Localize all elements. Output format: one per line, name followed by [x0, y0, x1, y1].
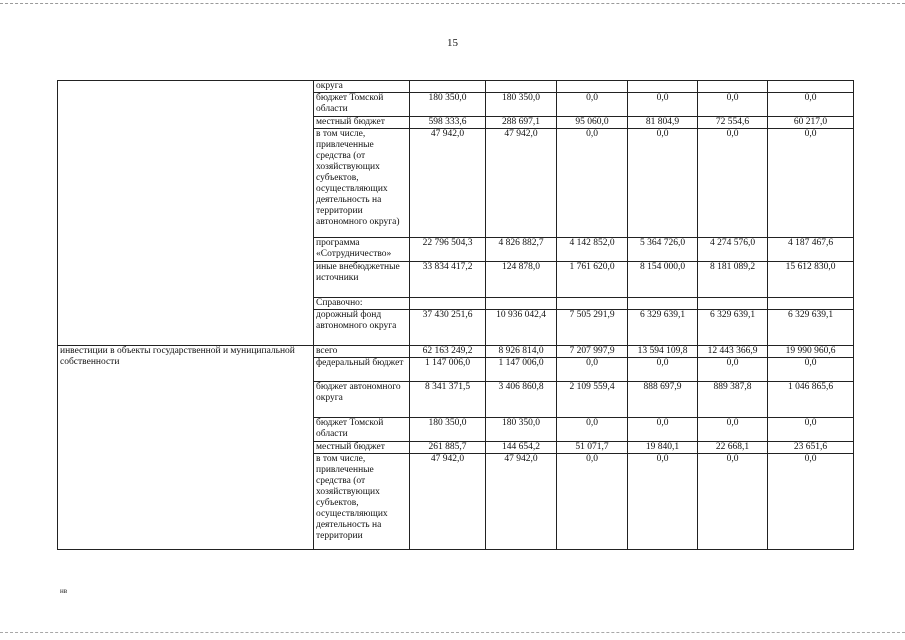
value-cell: 889 387,8 — [698, 382, 768, 418]
value-cell: 6 329 639,1 — [768, 310, 854, 346]
funding-source-cell: дорожный фонд автономного округа — [314, 310, 410, 346]
value-cell — [698, 81, 768, 93]
scan-edge-bottom — [0, 632, 905, 633]
value-cell: 3 406 860,8 — [486, 382, 557, 418]
value-cell: 0,0 — [557, 418, 628, 442]
value-cell: 60 217,0 — [768, 117, 854, 129]
value-cell — [628, 81, 698, 93]
value-cell: 0,0 — [698, 418, 768, 442]
value-cell: 4 274 576,0 — [698, 238, 768, 262]
value-cell: 0,0 — [557, 454, 628, 550]
funding-source-cell: местный бюджет — [314, 117, 410, 129]
value-cell: 0,0 — [557, 358, 628, 382]
value-cell: 0,0 — [768, 129, 854, 238]
value-cell: 0,0 — [768, 454, 854, 550]
funding-source-cell: округа — [314, 81, 410, 93]
value-cell: 47 942,0 — [486, 129, 557, 238]
value-cell: 1 761 620,0 — [557, 262, 628, 298]
value-cell — [628, 298, 698, 310]
value-cell: 0,0 — [698, 93, 768, 117]
value-cell: 180 350,0 — [410, 93, 486, 117]
value-cell: 2 109 559,4 — [557, 382, 628, 418]
funding-source-cell: бюджет Томской области — [314, 93, 410, 117]
funding-source-cell: федеральный бюджет — [314, 358, 410, 382]
budget-table-wrapper — [57, 80, 854, 550]
value-cell: 6 329 639,1 — [628, 310, 698, 346]
scan-edge-top — [0, 3, 905, 4]
value-cell: 0,0 — [557, 129, 628, 238]
value-cell: 33 834 417,2 — [410, 262, 486, 298]
funding-source-cell: в том числе, привлеченные средства (от хозяйствующих субъектов, осуществляющих деятельность на территории — [314, 454, 410, 550]
funding-source-cell: Справочно: — [314, 298, 410, 310]
value-cell — [768, 81, 854, 93]
value-cell: 0,0 — [768, 93, 854, 117]
page-number: 15 — [447, 37, 458, 49]
value-cell: 0,0 — [628, 454, 698, 550]
value-cell: 4 187 467,6 — [768, 238, 854, 262]
value-cell: 888 697,9 — [628, 382, 698, 418]
funding-source-cell: всего — [314, 346, 410, 358]
table-row — [58, 346, 854, 358]
value-cell: 180 350,0 — [410, 418, 486, 442]
value-cell: 0,0 — [628, 129, 698, 238]
value-cell: 4 142 852,0 — [557, 238, 628, 262]
budget-table — [57, 80, 854, 550]
value-cell: 22 796 504,3 — [410, 238, 486, 262]
value-cell: 0,0 — [628, 418, 698, 442]
value-cell: 19 840,1 — [628, 442, 698, 454]
value-cell: 47 942,0 — [410, 454, 486, 550]
value-cell: 4 826 882,7 — [486, 238, 557, 262]
value-cell: 47 942,0 — [410, 129, 486, 238]
value-cell — [486, 298, 557, 310]
value-cell — [410, 81, 486, 93]
value-cell — [698, 298, 768, 310]
value-cell: 15 612 830,0 — [768, 262, 854, 298]
value-cell: 144 654,2 — [486, 442, 557, 454]
value-cell: 180 350,0 — [486, 93, 557, 117]
value-cell: 81 804,9 — [628, 117, 698, 129]
value-cell: 0,0 — [698, 129, 768, 238]
value-cell — [768, 298, 854, 310]
funding-source-cell: в том числе, привлеченные средства (от хозяйствующих субъектов, осуществляющих деятельность на территории автономного округа) — [314, 129, 410, 238]
value-cell: 261 885,7 — [410, 442, 486, 454]
value-cell: 0,0 — [698, 454, 768, 550]
value-cell: 7 207 997,9 — [557, 346, 628, 358]
value-cell — [557, 298, 628, 310]
value-cell: 62 163 249,2 — [410, 346, 486, 358]
value-cell — [557, 81, 628, 93]
direction-cell — [58, 81, 314, 346]
value-cell: 95 060,0 — [557, 117, 628, 129]
funding-source-cell: бюджет автономного округа — [314, 382, 410, 418]
value-cell: 23 651,6 — [768, 442, 854, 454]
value-cell: 8 181 089,2 — [698, 262, 768, 298]
value-cell: 6 329 639,1 — [698, 310, 768, 346]
value-cell: 1 147 006,0 — [410, 358, 486, 382]
direction-cell: инвестиции в объекты государственной и муниципальной собственности — [58, 346, 314, 550]
value-cell — [486, 81, 557, 93]
footer-mark: нв — [60, 587, 68, 595]
value-cell: 0,0 — [557, 93, 628, 117]
value-cell: 8 154 000,0 — [628, 262, 698, 298]
value-cell: 0,0 — [628, 93, 698, 117]
funding-source-cell: программа «Сотрудничество» — [314, 238, 410, 262]
value-cell: 0,0 — [628, 358, 698, 382]
value-cell: 0,0 — [768, 358, 854, 382]
value-cell: 288 697,1 — [486, 117, 557, 129]
value-cell: 12 443 366,9 — [698, 346, 768, 358]
value-cell: 124 878,0 — [486, 262, 557, 298]
value-cell: 1 046 865,6 — [768, 382, 854, 418]
value-cell: 8 926 814,0 — [486, 346, 557, 358]
value-cell: 51 071,7 — [557, 442, 628, 454]
value-cell: 7 505 291,9 — [557, 310, 628, 346]
value-cell: 0,0 — [768, 418, 854, 442]
value-cell: 37 430 251,6 — [410, 310, 486, 346]
value-cell: 19 990 960,6 — [768, 346, 854, 358]
value-cell: 180 350,0 — [486, 418, 557, 442]
value-cell: 13 594 109,8 — [628, 346, 698, 358]
value-cell: 1 147 006,0 — [486, 358, 557, 382]
value-cell — [410, 298, 486, 310]
budget-table-body — [58, 81, 854, 550]
funding-source-cell: бюджет Томской области — [314, 418, 410, 442]
funding-source-cell: иные внебюджетные источники — [314, 262, 410, 298]
value-cell: 72 554,6 — [698, 117, 768, 129]
table-row — [58, 81, 854, 93]
value-cell: 598 333,6 — [410, 117, 486, 129]
value-cell: 5 364 726,0 — [628, 238, 698, 262]
funding-source-cell: местный бюджет — [314, 442, 410, 454]
value-cell: 22 668,1 — [698, 442, 768, 454]
value-cell: 0,0 — [698, 358, 768, 382]
value-cell: 10 936 042,4 — [486, 310, 557, 346]
value-cell: 8 341 371,5 — [410, 382, 486, 418]
value-cell: 47 942,0 — [486, 454, 557, 550]
